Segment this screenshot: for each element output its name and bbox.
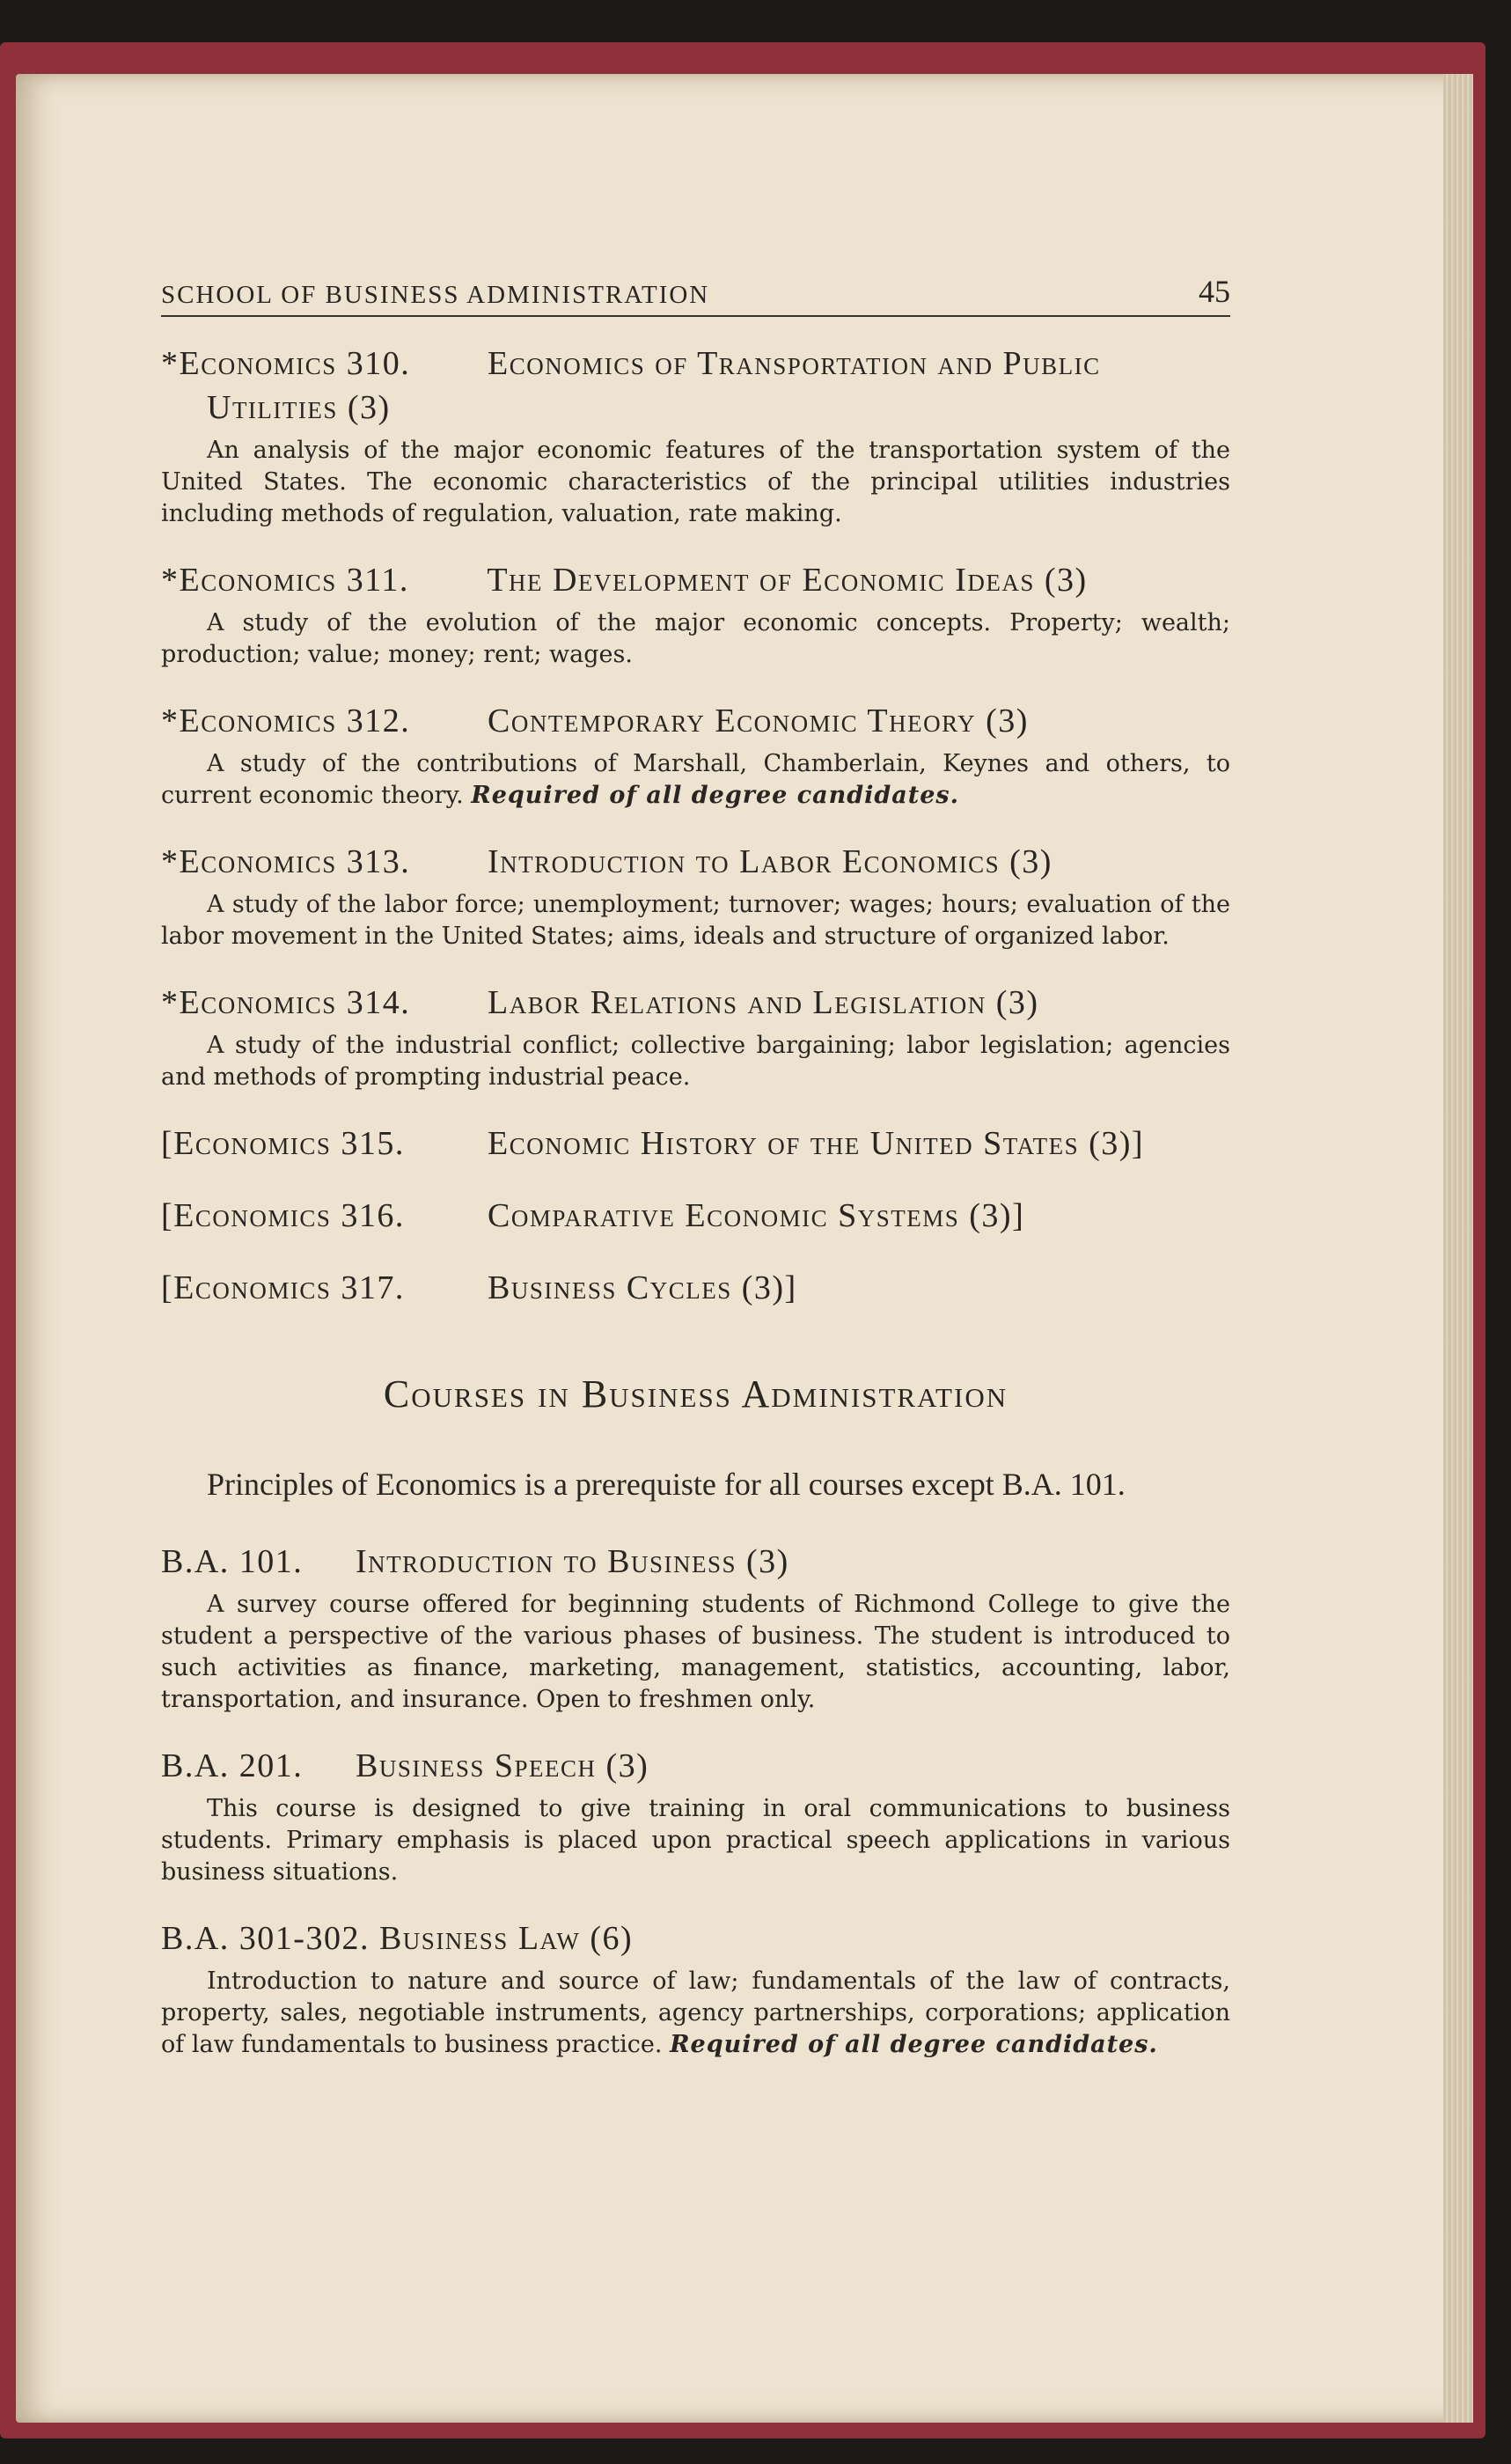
section-heading: Courses in Business Administration xyxy=(383,1372,1009,1416)
course-heading xyxy=(161,342,1230,430)
course-entry xyxy=(161,1540,1230,1716)
page-text xyxy=(161,264,1230,2089)
course-code: [Economics 316. xyxy=(161,1197,405,1234)
course-code: *Economics 310. xyxy=(161,345,411,382)
course-entry xyxy=(161,1266,1230,1310)
page-edges xyxy=(1443,74,1473,2423)
course-entry xyxy=(161,1744,1230,1888)
course-code: [Economics 317. xyxy=(161,1269,405,1306)
course-heading xyxy=(161,1916,1230,1960)
section-intro: Principles of Economics is a prerequiste for all courses except B.A. 101. xyxy=(207,1467,1126,1502)
course-code: *Economics 312. xyxy=(161,702,411,739)
course-entry xyxy=(161,1916,1230,2061)
course-entry xyxy=(161,981,1230,1093)
course-title: Comparative Economic Systems (3)] xyxy=(488,1197,1025,1234)
course-heading xyxy=(161,1194,1230,1238)
course-description: A study of the labor force; unemployment; turnover; wages; hours; evaluation of the labor movement in the United States; aims, ideals and structure of organized labor. xyxy=(161,891,1230,950)
course-entry xyxy=(161,342,1230,530)
course-title: Introduction to Business (3) xyxy=(356,1543,789,1580)
course-title: Business Law (6) xyxy=(378,1920,634,1957)
course-code: B.A. 301-302. xyxy=(161,1920,370,1957)
course-title: The Development of Economic Ideas (3) xyxy=(487,562,1088,599)
course-title: Business Cycles (3)] xyxy=(488,1269,797,1306)
course-entry xyxy=(161,1122,1230,1166)
course-title: Economic History of the United States (3)] xyxy=(488,1125,1145,1162)
course-title: Introduction to Labor Economics (3) xyxy=(488,843,1053,880)
course-code: *Economics 311. xyxy=(161,562,409,599)
economics-courses xyxy=(161,342,1230,1310)
course-code: B.A. 101. xyxy=(161,1543,304,1580)
required-note: Required of all degree candidates. xyxy=(471,782,960,809)
course-description: A study of the contributions of Marshall, Chamberlain, Keynes and others, to current economic theory. Required of all degree candidates. xyxy=(161,750,1230,809)
course-heading xyxy=(161,1266,1230,1310)
course-heading xyxy=(161,840,1230,884)
course-code: *Economics 314. xyxy=(161,984,411,1021)
course-heading xyxy=(161,1744,1230,1788)
running-head xyxy=(161,264,1230,317)
running-head-title: SCHOOL OF BUSINESS ADMINISTRATION xyxy=(161,281,710,309)
course-entry xyxy=(161,1194,1230,1238)
course-heading xyxy=(161,1122,1230,1166)
course-title-continued: Utilities (3) xyxy=(207,389,391,426)
page-number: 45 xyxy=(1199,274,1230,309)
course-title: Labor Relations and Legislation (3) xyxy=(488,984,1039,1021)
course-title: Economics of Transportation and Public xyxy=(488,345,1101,382)
required-note: Required of all degree candidates. xyxy=(670,2031,1158,2058)
course-description: A survey course offered for beginning students of Richmond College to give the student a perspective of the various phases of business. The student is introduced to such activities as finance, marketing, management, statistics, accounting, labor, transportation, and insurance. Open to freshmen only. xyxy=(161,1591,1230,1713)
course-description: An analysis of the major economic features of the transportation system of the United States. The economic characteristics of the principal utilities industries including methods of regulation, valuation, rate making. xyxy=(161,437,1230,527)
course-heading xyxy=(161,558,1230,602)
course-heading xyxy=(161,1540,1230,1584)
course-entry xyxy=(161,558,1230,671)
course-code: [Economics 315. xyxy=(161,1125,405,1162)
course-title: Business Speech (3) xyxy=(356,1747,649,1784)
course-description: A study of the evolution of the major economic concepts. Property; wealth; production; value; money; rent; wages. xyxy=(161,609,1230,668)
business-courses xyxy=(161,1540,1230,2061)
course-entry xyxy=(161,840,1230,953)
course-description: This course is designed to give training in oral communications to business students. Primary emphasis is placed upon practical speech applications in various business situations. xyxy=(161,1795,1230,1886)
course-code: B.A. 201. xyxy=(161,1747,304,1784)
course-code: *Economics 313. xyxy=(161,843,411,880)
course-heading xyxy=(161,981,1230,1025)
course-title: Contemporary Economic Theory (3) xyxy=(488,702,1029,739)
course-entry xyxy=(161,699,1230,812)
course-description: A study of the industrial conflict; collective bargaining; labor legislation; agencies and methods of prompting industrial peace. xyxy=(161,1032,1230,1091)
course-description: Introduction to nature and source of law; fundamentals of the law of contracts, property, sales, negotiable instruments, agency partnerships, corporations; application of law fundamentals to business practice. Required of all degree candidates. xyxy=(161,1968,1230,2058)
course-heading xyxy=(161,699,1230,743)
